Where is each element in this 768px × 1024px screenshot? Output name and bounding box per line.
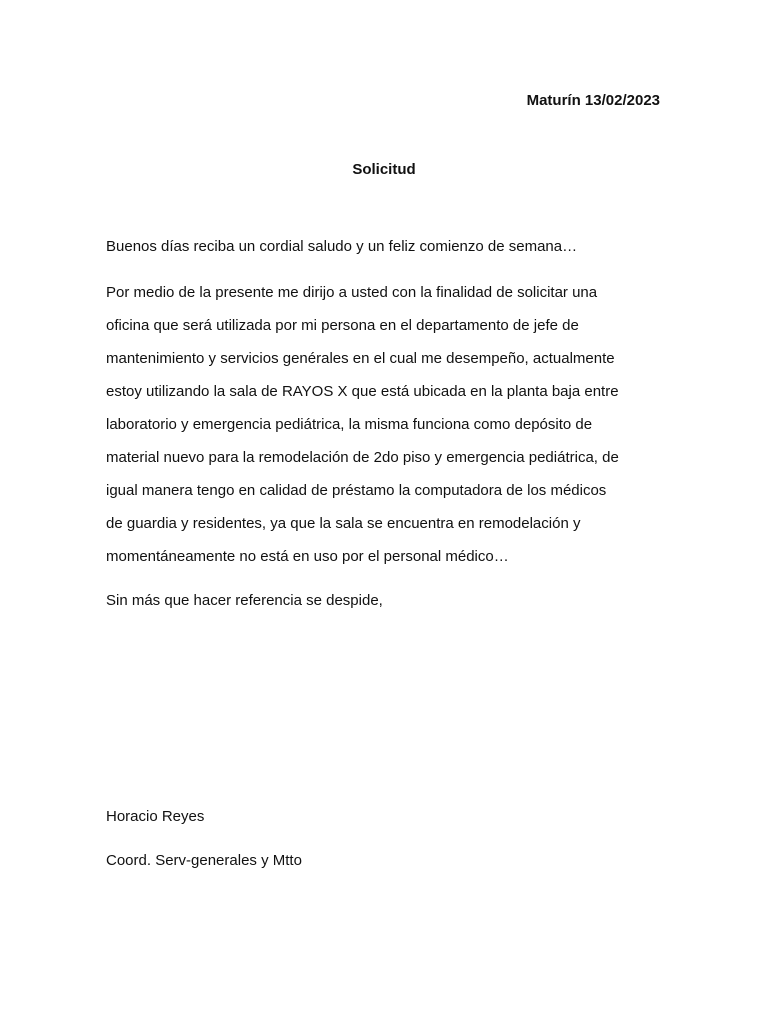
- letter-greeting: Buenos días reciba un cordial saludo y un feliz comienzo de semana…: [106, 238, 578, 255]
- body-line: estoy utilizando la sala de RAYOS X que está ubicada en la planta baja entre: [106, 383, 619, 400]
- signature-role: Coord. Serv-generales y Mtto: [106, 852, 302, 869]
- body-line: mantenimiento y servicios genérales en el cual me desempeño, actualmente: [106, 350, 615, 367]
- body-line: oficina que será utilizada por mi persona en el departamento de jefe de: [106, 317, 579, 334]
- body-line: momentáneamente no está en uso por el personal médico…: [106, 548, 509, 565]
- body-line: laboratorio y emergencia pediátrica, la misma funciona como depósito de: [106, 416, 593, 433]
- letter-closing: Sin más que hacer referencia se despide,: [106, 592, 383, 609]
- letter-body: [106, 282, 666, 579]
- body-line: Por medio de la presente me dirijo a usted con la finalidad de solicitar una: [106, 284, 598, 301]
- letter-date: Maturín 13/02/2023: [526, 92, 660, 109]
- letter-title: Solicitud: [352, 161, 416, 178]
- signature-name: Horacio Reyes: [106, 808, 205, 825]
- body-line: igual manera tengo en calidad de préstamo la computadora de los médicos: [106, 482, 607, 499]
- body-line: de guardia y residentes, ya que la sala se encuentra en remodelación y: [106, 515, 581, 532]
- body-line: material nuevo para la remodelación de 2do piso y emergencia pediátrica, de: [106, 449, 619, 466]
